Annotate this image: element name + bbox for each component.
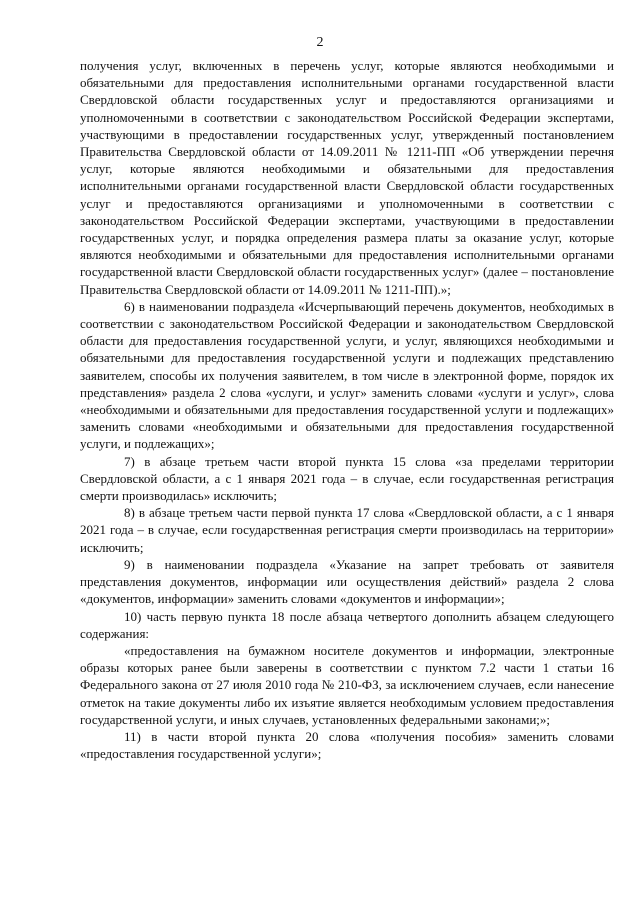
paragraph-item-6: 6) в наименовании подраздела «Исчерпывающий перечень документов, необходимых в соответствии с законодательством Российской Федерации и законодательством Свердловской области для предоставления государственной услуги, и услуг, являющихся необходимыми и обязательными для предоставления государственной услуги и подлежащих представлению заявителем, способы их получения заявителем, в том числе в электронной форме, порядок их представления» раздела 2 слова «услуги, и услуг» заменить словами «услуги и услуг», слова «необходимыми и обязательными для предоставления государственной услуги и подлежащих» заменить словами «необходимыми и обязательными для предоставления государственной услуги, и подлежащих»;	[80, 298, 614, 452]
paragraph-item-11: 11) в части второй пункта 20 слова «получения пособия» заменить словами «предоставления государственной услуги»;	[80, 728, 614, 762]
paragraph-item-8: 8) в абзаце третьем части первой пункта 17 слова «Свердловской области, а с 1 января 2021 года – в случае, если государственная регистрация смерти производилась на территории» исключить;	[80, 505, 614, 555]
paragraph-item-10: 10) часть первую пункта 18 после абзаца четвертого дополнить абзацем следующего содержания:	[80, 608, 614, 641]
document-body	[80, 57, 614, 762]
paragraph-continuation: получения услуг, включенных в перечень услуг, которые являются необходимыми и обязательными для предоставления исполнительными органами государственной власти Свердловской области государственных услуг и предоставляются организациями и уполномоченными в соответствии с законодательством Российской Федерации экспертами, участвующими в предоставлении государственных услуг, утвержденный постановлением Правительства Свердловской области от 14.09.2011 № 1211-ПП «Об утверждении перечня услуг, которые являются необходимыми и обязательными для предоставления исполнительными органами государственной власти Свердловской области государственных услуг и предоставляются организациями и уполномоченными в соответствии с законодательством Российской Федерации экспертами, участвующими в предоставлении государственных услуг, и порядка определения размера платы за оказание услуг, которые являются необходимыми и обязательными для предоставления исполнительными органами государственной власти Свердловской области государственных услуг» (далее – постановление Правительства Свердловской области от 14.09.2011 № 1211-ПП).»;	[80, 58, 614, 297]
paragraph-item-7: 7) в абзаце третьем части второй пункта 15 слова «за пределами территории Свердловской области, а с 1 января 2021 года – в случае, если государственная регистрация смерти производилась» исключить;	[80, 453, 614, 504]
paragraph-quoted-addition: «предоставления на бумажном носителе документов и информации, электронные образы которых ранее были заверены в соответствии с пунктом 7.2 части 1 статьи 16 Федерального закона от 27 июля 2010 года № 210-ФЗ, за исключением случаев, если нанесение отметок на такие документы либо их изъятие является необходимым условием предоставления государственной услуги, и иных случаев, установленных федеральными законами;»;	[80, 642, 614, 727]
paragraph-item-9: 9) в наименовании подраздела «Указание на запрет требовать от заявителя представления документов, информации или осуществления действий» раздела 2 слова «документов, информации» заменить словами «документов и информации»;	[80, 556, 614, 607]
page-number: 2	[316, 35, 324, 50]
